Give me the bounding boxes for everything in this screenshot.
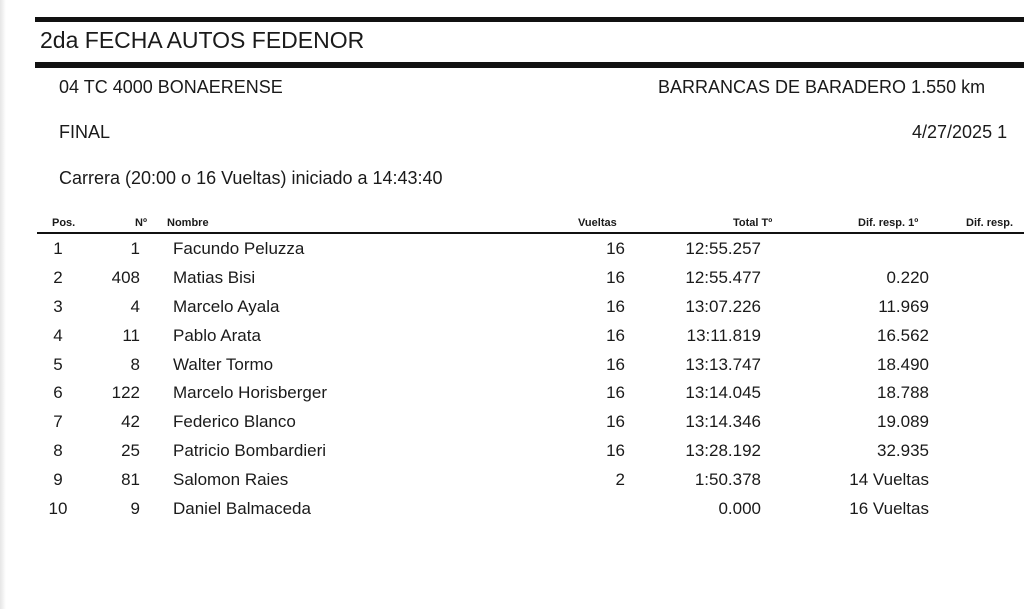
table-row [0,293,1024,322]
cell-pos: 5 [53,354,63,374]
cell-pos: 8 [53,441,63,461]
cell-laps: 16 [606,441,625,461]
cell-num: 9 [130,499,140,519]
cell-laps: 16 [606,296,625,316]
results-table [0,235,1024,524]
cell-num: 8 [130,354,140,374]
cell-diff: 0.220 [886,267,929,287]
cell-name: Walter Tormo [173,354,274,374]
cell-total: 13:14.045 [685,383,761,403]
race-info: Carrera (20:00 o 16 Vueltas) iniciado a 14:43:40 [59,168,443,188]
cell-diff: 32.935 [877,441,929,461]
cell-pos: 3 [53,296,63,316]
header-diff-first: Dif. resp. 1º [858,217,919,229]
cell-name: Pablo Arata [173,325,261,345]
cell-name: Patricio Bombardieri [173,441,327,461]
cell-total: 13:14.346 [685,412,761,432]
cell-diff: 18.490 [877,354,929,374]
cell-laps: 16 [606,354,625,374]
cell-pos: 9 [53,470,63,490]
header-pos: Pos. [52,217,76,229]
cell-num: 1 [130,239,140,258]
cell-diff: 11.969 [878,296,929,316]
cell-num: 25 [121,441,140,461]
cell-total: 12:55.257 [685,239,761,258]
cell-name: Daniel Balmaceda [173,499,311,519]
cell-pos: 6 [53,383,63,403]
title-rule [35,62,1024,68]
cell-diff: 14 Vueltas [849,470,929,490]
cell-laps: 16 [606,239,625,258]
cell-laps: 16 [606,383,625,403]
date-label: 4/27/2025 1 [912,122,1008,142]
cell-total: 13:11.819 [686,325,761,345]
cell-num: 11 [122,325,140,345]
cell-pos: 4 [53,325,63,345]
cell-diff: 16 Vueltas [849,499,929,519]
cell-total: 13:13.747 [685,354,761,374]
header-total: Total Tº [733,217,773,229]
header-laps: Vueltas [578,217,617,229]
top-rule [35,17,1024,22]
cell-num: 42 [121,412,140,432]
table-row [0,408,1024,437]
table-row [0,466,1024,495]
cell-num: 408 [111,267,140,287]
track-label: BARRANCAS DE BARADERO 1.550 km [658,77,986,97]
cell-total: 1:50.378 [694,470,761,490]
cell-total: 12:55.477 [685,267,761,287]
cell-pos: 1 [53,239,63,258]
cell-total: 0.000 [718,499,761,519]
cell-num: 81 [121,470,140,490]
cell-laps: 16 [606,412,625,432]
table-row [0,379,1024,408]
session-label: FINAL [59,122,111,142]
header-rule [37,232,1024,234]
cell-diff: 18.788 [877,383,929,403]
table-row [0,322,1024,351]
header-diff-prev: Dif. resp. [966,217,1014,229]
cell-name: Salomon Raies [173,470,289,490]
cell-name: Marcelo Ayala [173,296,280,316]
cell-laps: 16 [606,267,625,287]
event-title: 2da FECHA AUTOS FEDENOR [40,27,365,53]
table-row [0,437,1024,466]
cell-laps: 2 [615,470,625,490]
cell-num: 4 [130,296,140,316]
cell-laps: 16 [606,325,625,345]
category-label: 04 TC 4000 BONAERENSE [59,77,283,97]
table-row [0,235,1024,264]
cell-name: Marcelo Horisberger [173,383,327,403]
header-name: Nombre [167,217,209,229]
cell-name: Matias Bisi [173,267,256,287]
cell-pos: 2 [53,267,63,287]
cell-pos: 7 [53,412,63,432]
cell-name: Federico Blanco [173,412,296,432]
cell-total: 13:28.192 [685,441,761,461]
cell-pos: 10 [48,499,68,519]
cell-diff: 19.089 [877,412,929,432]
table-row [0,495,1024,524]
cell-num: 122 [111,383,140,403]
cell-name: Facundo Peluzza [173,239,305,258]
table-row [0,351,1024,380]
table-row [0,264,1024,293]
cell-total: 13:07.226 [685,296,761,316]
cell-diff: 16.562 [877,325,929,345]
header-num: Nº [135,217,147,229]
